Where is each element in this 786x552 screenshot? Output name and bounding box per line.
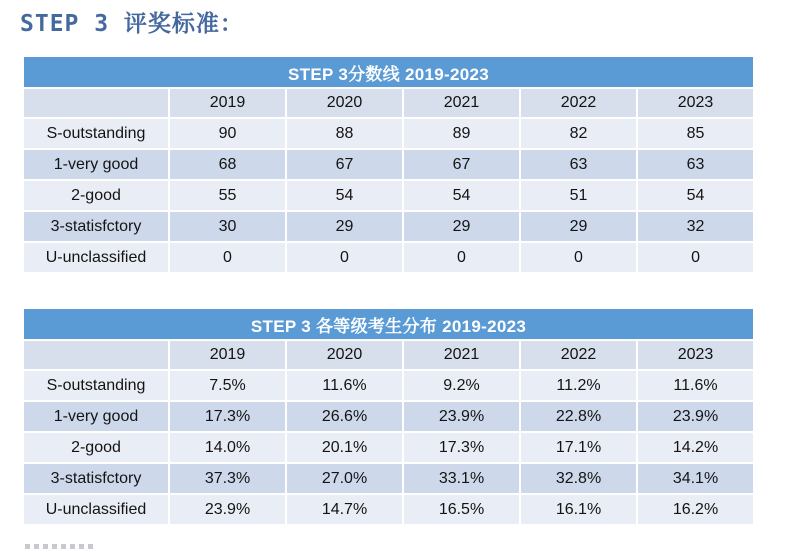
data-cell: 90 [170,119,285,148]
row-label: 2-good [24,181,168,210]
data-cell: 30 [170,212,285,241]
data-cell: 16.5% [404,495,519,524]
table-row [24,212,753,241]
row-label: 3-statisfctory [24,464,168,493]
table-row [24,150,753,179]
table-row [24,181,753,210]
data-cell: 11.6% [287,371,402,400]
data-cell: 29 [521,212,636,241]
data-cell: 29 [287,212,402,241]
data-cell: 20.1% [287,433,402,462]
data-cell: 29 [404,212,519,241]
data-cell: 26.6% [287,402,402,431]
table-score-boundaries [22,55,755,274]
table-row [24,243,753,272]
year-header-cell: 2019 [170,89,285,117]
year-header-row [24,341,753,369]
data-cell: 14.2% [638,433,753,462]
row-label: U-unclassified [24,495,168,524]
data-cell: 32.8% [521,464,636,493]
table-row [24,464,753,493]
year-header-cell: 2019 [170,341,285,369]
table-row [24,495,753,524]
data-cell: 0 [404,243,519,272]
data-cell: 14.7% [287,495,402,524]
data-cell: 0 [287,243,402,272]
data-cell: 23.9% [404,402,519,431]
data-cell: 51 [521,181,636,210]
data-cell: 14.0% [170,433,285,462]
data-cell: 32 [638,212,753,241]
year-header-cell: 2022 [521,341,636,369]
year-header-row [24,89,753,117]
year-header-cell: 2021 [404,341,519,369]
row-label: 1-very good [24,150,168,179]
year-header-cell: 2023 [638,89,753,117]
data-cell: 0 [638,243,753,272]
data-cell: 34.1% [638,464,753,493]
data-cell: 11.2% [521,371,636,400]
data-cell: 27.0% [287,464,402,493]
data-cell: 68 [170,150,285,179]
row-label: 2-good [24,433,168,462]
corner-cell [24,341,168,369]
table-title: STEP 3分数线 2019-2023 [24,57,753,87]
data-cell: 54 [638,181,753,210]
table-title-row [24,309,753,339]
table-title: STEP 3 各等级考生分布 2019-2023 [24,309,753,339]
page-title: STEP 3 评奖标准： [20,11,244,37]
data-cell: 17.3% [170,402,285,431]
table-row [24,119,753,148]
data-cell: 23.9% [638,402,753,431]
data-cell: 0 [170,243,285,272]
clipped-text-fragment [25,544,97,549]
data-cell: 11.6% [638,371,753,400]
data-cell: 67 [404,150,519,179]
row-label: 1-very good [24,402,168,431]
year-header-cell: 2020 [287,341,402,369]
table-row [24,371,753,400]
data-cell: 17.1% [521,433,636,462]
data-cell: 54 [404,181,519,210]
row-label: S-outstanding [24,119,168,148]
data-cell: 85 [638,119,753,148]
data-cell: 22.8% [521,402,636,431]
data-cell: 16.2% [638,495,753,524]
data-cell: 0 [521,243,636,272]
corner-cell [24,89,168,117]
year-header-cell: 2021 [404,89,519,117]
data-cell: 89 [404,119,519,148]
table-row [24,433,753,462]
data-cell: 23.9% [170,495,285,524]
data-cell: 82 [521,119,636,148]
data-cell: 9.2% [404,371,519,400]
data-cell: 54 [287,181,402,210]
data-cell: 37.3% [170,464,285,493]
data-cell: 16.1% [521,495,636,524]
row-label: U-unclassified [24,243,168,272]
data-cell: 33.1% [404,464,519,493]
year-header-cell: 2023 [638,341,753,369]
data-cell: 67 [287,150,402,179]
data-cell: 7.5% [170,371,285,400]
data-cell: 88 [287,119,402,148]
row-label: 3-statisfctory [24,212,168,241]
year-header-cell: 2020 [287,89,402,117]
data-cell: 55 [170,181,285,210]
table-row [24,402,753,431]
data-cell: 63 [521,150,636,179]
table-title-row [24,57,753,87]
row-label: S-outstanding [24,371,168,400]
year-header-cell: 2022 [521,89,636,117]
table-grade-distribution [22,307,755,526]
data-cell: 63 [638,150,753,179]
data-cell: 17.3% [404,433,519,462]
